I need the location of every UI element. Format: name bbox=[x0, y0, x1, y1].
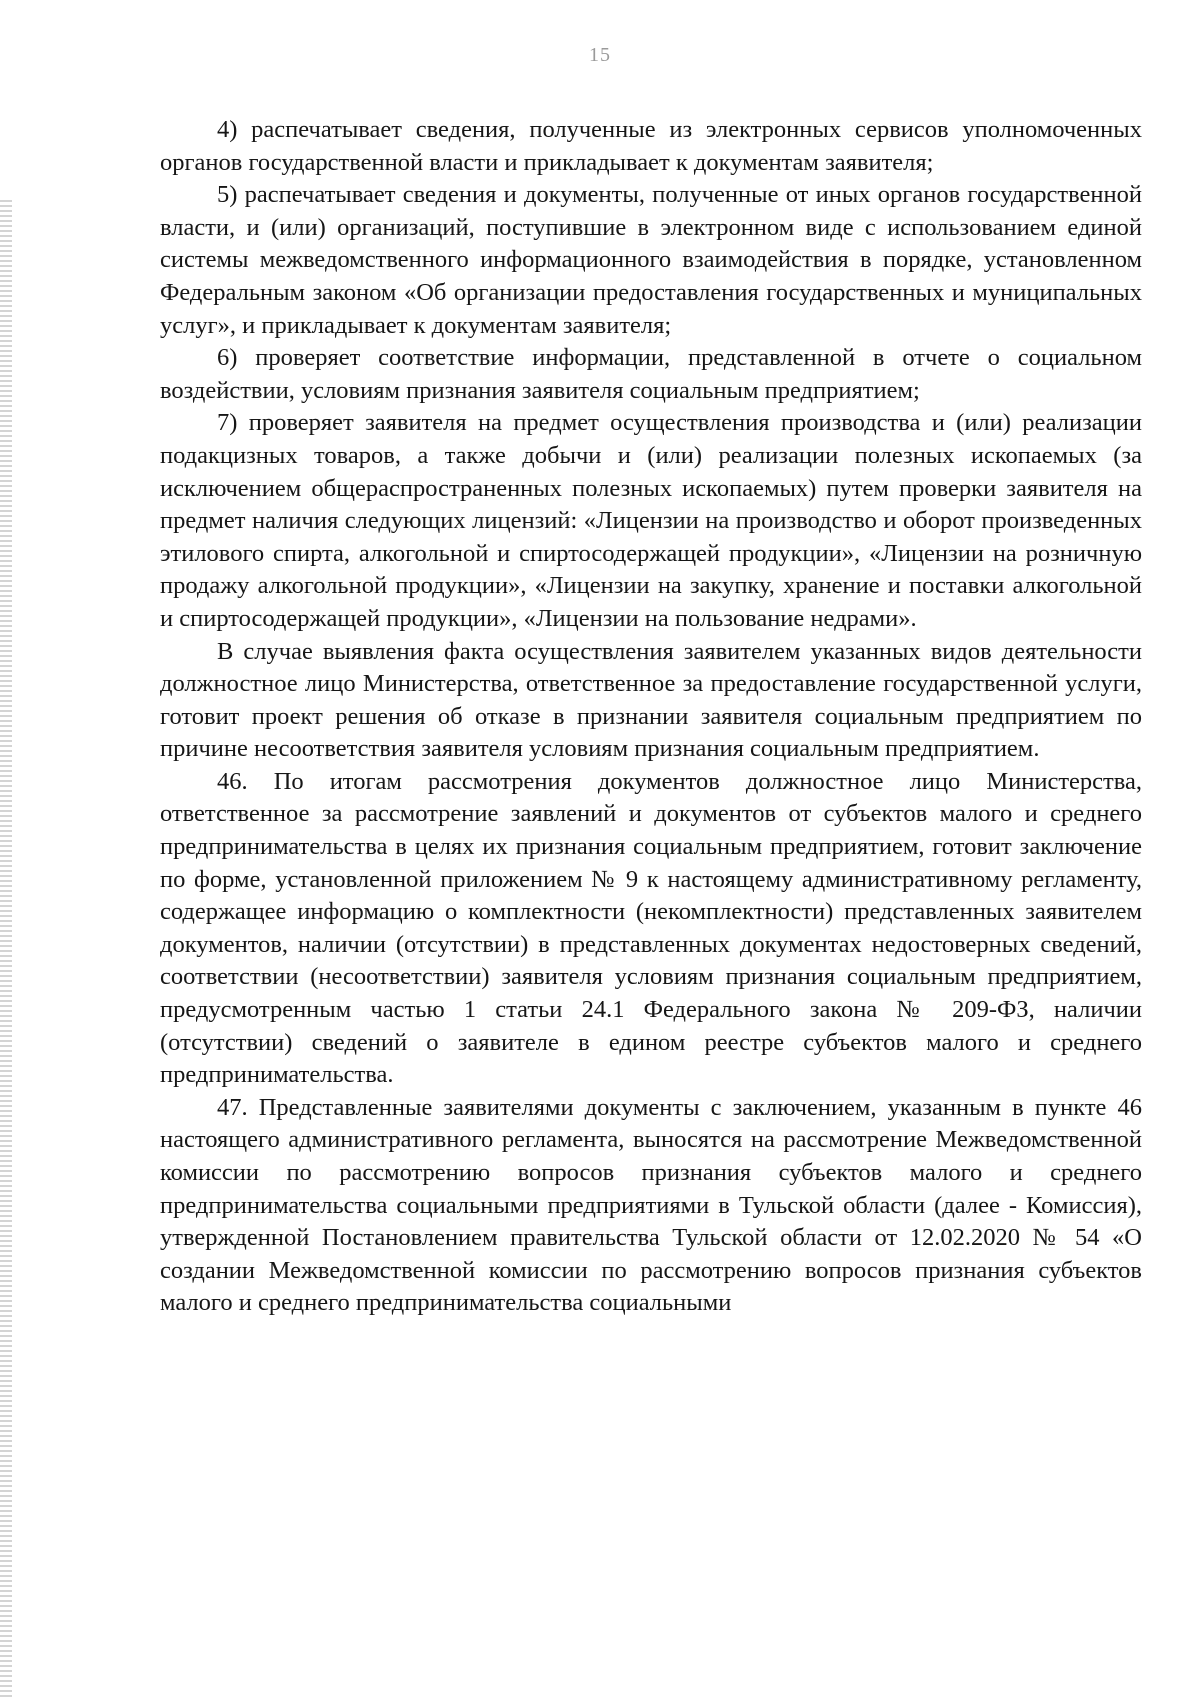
paragraph-refusal-case: В случае выявления факта осуществления заявителем указанных видов деятельности должностное лицо Министерства, ответственное за предоставление государственной услуги, готовит проект решения об отказе в признании заявителя социальным предприятием по причине несоответствия заявителя условиям признания социальным предприятием. bbox=[160, 637, 1142, 763]
paragraph-item-4: 4) распечатывает сведения, полученные из электронных сервисов уполномоченных органов государственной власти и прикладывает к документам заявителя; bbox=[160, 116, 1142, 176]
document-body bbox=[160, 114, 1142, 1320]
paragraph-clause-47: 47. Представленные заявителями документы с заключением, указанным в пункте 46 настоящего административного регламента, выносятся на рассмотрение Межведомственной комиссии по рассмотрению вопросов признания субъектов малого и среднего предпринимательства социальными предприятиями в Тульской области (далее - Комиссия), утвержденной Постановлением правительства Тульской области от 12.02.2020 № 54 «О создании Межведомственной комиссии по рассмотрению вопросов признания субъектов малого и среднего предпринимательства социальными bbox=[160, 1093, 1142, 1317]
paragraph-item-5: 5) распечатывает сведения и документы, полученные от иных органов государственной власти, и (или) организаций, поступившие в электронном виде с использованием единой системы межведомственного информационного взаимодействия в порядке, установленном Федеральным законом «Об организации предоставления государственных и муниципальных услуг», и прикладывает к документам заявителя; bbox=[160, 181, 1142, 339]
scan-edge-artifact bbox=[0, 200, 12, 1697]
paragraph-clause-46: 46. По итогам рассмотрения документов должностное лицо Министерства, ответственное за рассмотрение заявлений и документов от субъектов малого и среднего предпринимательства в целях их признания социальным предприятием, готовит заключение по форме, установленной приложением № 9 к настоящему административному регламенту, содержащее информацию о комплектности (некомплектности) представленных заявителем документов, наличии (отсутствии) в представленных документах недостоверных сведений, соответствии (несоответствии) заявителя условиям признания социальным предприятием, предусмотренным частью 1 статьи 24.1 Федерального закона № 209-ФЗ, наличии (отсутствии) сведений о заявителе в едином реестре субъектов малого и среднего предпринимательства. bbox=[160, 767, 1142, 1089]
paragraph-item-7: 7) проверяет заявителя на предмет осуществления производства и (или) реализации подакцизных товаров, а также добычи и (или) реализации полезных ископаемых (за исключением общераспространенных полезных ископаемых) путем проверки заявителя на предмет наличия следующих лицензий: «Лицензии на производство и оборот произведенных этилового спирта, алкогольной и спиртосодержащей продукции», «Лицензии на розничную продажу алкогольной продукции», «Лицензии на закупку, хранение и поставки алкогольной и спиртосодержащей продукции», «Лицензии на пользование недрами». bbox=[160, 409, 1142, 632]
page-number: 15 bbox=[589, 44, 611, 66]
paragraph-item-6: 6) проверяет соответствие информации, представленной в отчете о социальном воздействии, условиям признания заявителя социальным предприятием; bbox=[160, 344, 1142, 404]
